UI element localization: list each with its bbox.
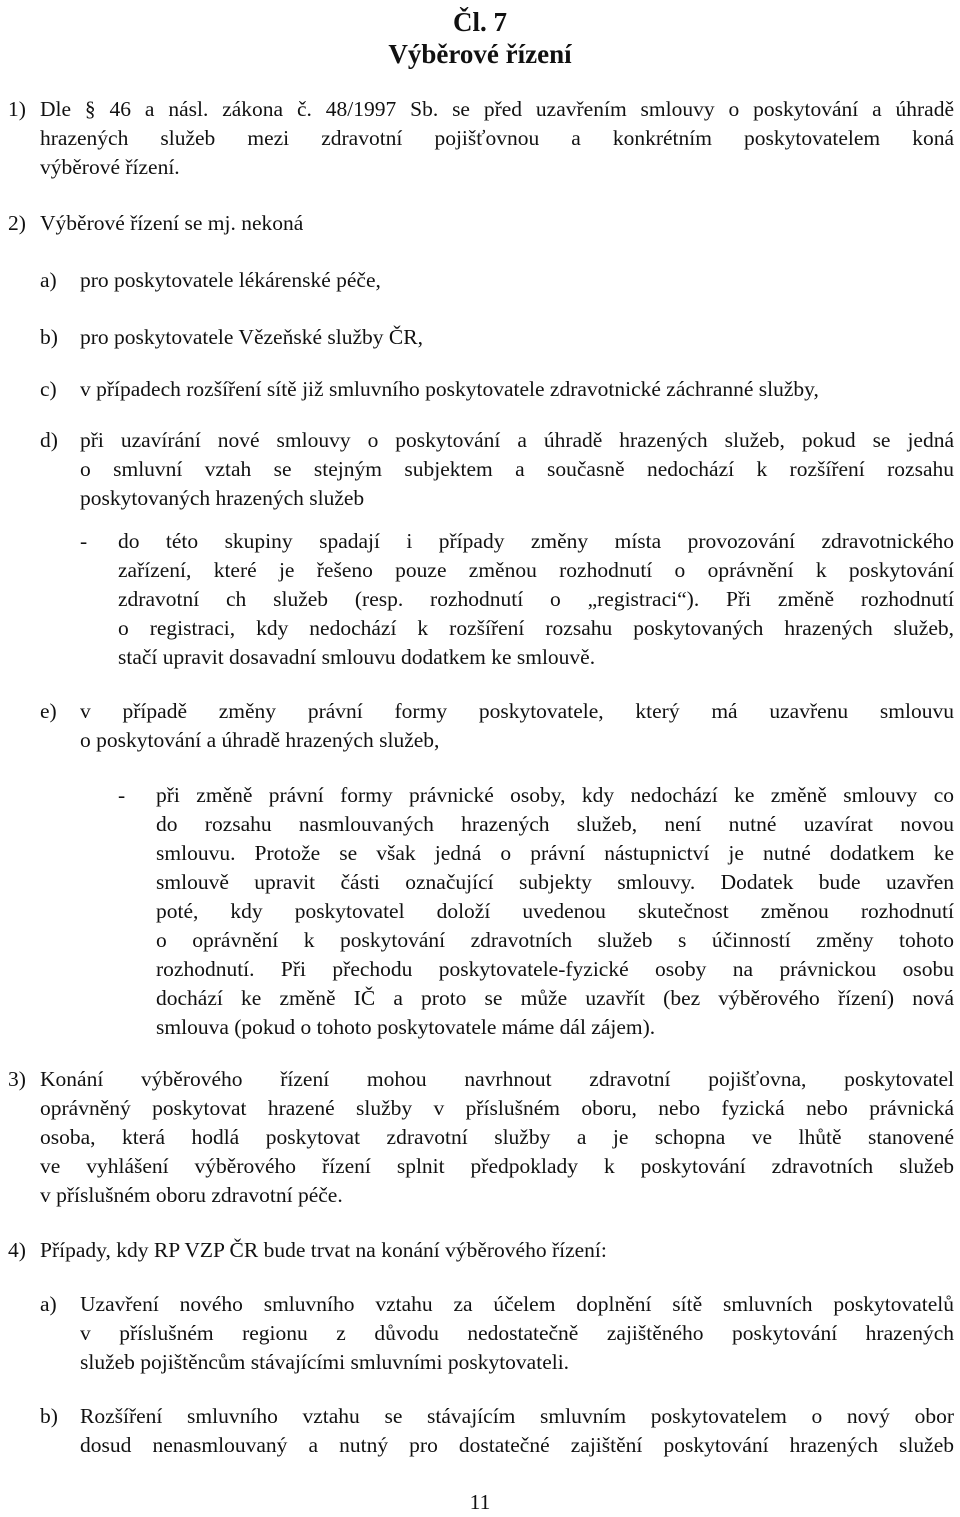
text-line: smlouvu. Protože se však jedná o právní nástupnictví je nutné dodatkem ke bbox=[156, 841, 954, 865]
list-item: v případech rozšíření sítě již smluvního poskytovatele zdravotnické záchranné služby, bbox=[80, 377, 819, 401]
dash-marker: - bbox=[118, 783, 126, 807]
text-line: stačí upravit dosavadní smlouvu dodatkem ke smlouvě. bbox=[118, 645, 596, 669]
text-line: výběrové řízení. bbox=[40, 155, 180, 179]
text-line: hrazených služeb mezi zdravotní pojišťovnou a konkrétním poskytovatelem koná bbox=[40, 126, 954, 150]
text-line: poté, kdy poskytovatel doloží uvedenou skutečnost změnou rozhodnutí bbox=[156, 899, 954, 923]
paragraph-marker: 4) bbox=[8, 1238, 26, 1262]
dash-marker: - bbox=[80, 529, 88, 553]
text-line: o poskytování a úhradě hrazených služeb, bbox=[80, 728, 440, 752]
text-line: služeb pojištěncům stávajícími smluvními poskytovateli. bbox=[80, 1350, 570, 1374]
text-line: zdravotní ch služeb (resp. rozhodnutí o „registraci“). Při změně rozhodnutí bbox=[118, 587, 954, 611]
text-line: osoba, která hodlá poskytovat zdravotní služby a je schopna ve lhůtě stanovené bbox=[40, 1125, 954, 1149]
text-line: Výběrové řízení se mj. nekoná bbox=[40, 211, 304, 235]
text-line: při změně právní formy právnické osoby, kdy nedochází ke změně smlouvy co bbox=[156, 783, 954, 807]
text-line: zařízení, které je řešeno pouze změnou rozhodnutí o oprávnění k poskytování bbox=[118, 558, 954, 582]
text-line: do rozsahu nasmlouvaných hrazených služeb, není nutné uzavírat novou bbox=[156, 812, 954, 836]
text-line: do této skupiny spadají i případy změny místa provozování zdravotnického bbox=[118, 529, 954, 553]
list-item: pro poskytovatele lékárenské péče, bbox=[80, 268, 381, 292]
text-line: ve vyhlášení výběrového řízení splnit předpoklady k poskytování zdravotních služeb bbox=[40, 1154, 954, 1178]
article-number: Čl. 7 bbox=[453, 7, 507, 37]
item-marker: c) bbox=[40, 377, 57, 401]
paragraph-marker: 1) bbox=[8, 97, 26, 121]
text-line: smlouva (pokud o tohoto poskytovatele máme dál zájem). bbox=[156, 1015, 656, 1039]
paragraph-marker: 3) bbox=[8, 1067, 26, 1091]
text-line: dochází ke změně IČ a proto se může uzavřít (bez výběrového řízení) nová bbox=[156, 986, 954, 1010]
text-line: oprávněný poskytovat hrazené služby v příslušném oboru, nebo fyzická nebo právnická bbox=[40, 1096, 954, 1120]
text-line: v příslušném regionu z důvodu nedostatečně zajištěného poskytování hrazených bbox=[80, 1321, 954, 1345]
text-line: smlouvě upravit části označující subjekty smlouvy. Dodatek bude uzavřen bbox=[156, 870, 954, 894]
text-line: o oprávnění k poskytování zdravotních služeb s účinností změny tohoto bbox=[156, 928, 954, 952]
text-line: poskytovaných hrazených služeb bbox=[80, 486, 365, 510]
page-number: 11 bbox=[469, 1490, 491, 1514]
text-line: Konání výběrového řízení mohou navrhnout zdravotní pojišťovna, poskytovatel bbox=[40, 1067, 954, 1091]
text-line: dosud nenasmlouvaný a nutný pro dostatečné zajištění poskytování hrazených služeb bbox=[80, 1433, 954, 1457]
list-item: pro poskytovatele Vězeňské služby ČR, bbox=[80, 325, 423, 349]
article-title: Výběrové řízení bbox=[388, 39, 572, 69]
text-line: Uzavření nového smluvního vztahu za účelem doplnění sítě smluvních poskytovatelů bbox=[80, 1292, 954, 1316]
item-marker: b) bbox=[40, 1404, 58, 1428]
paragraph-marker: 2) bbox=[8, 211, 26, 235]
item-marker: a) bbox=[40, 1292, 57, 1316]
item-marker: b) bbox=[40, 325, 58, 349]
text-line: Rozšíření smluvního vztahu se stávajícím smluvním poskytovatelem o nový obor bbox=[80, 1404, 954, 1428]
item-marker: e) bbox=[40, 699, 57, 723]
text-line: při uzavírání nové smlouvy o poskytování a úhradě hrazených služeb, pokud se jedná bbox=[80, 428, 954, 452]
text-line: o smluvní vztah se stejným subjektem a současně nedochází k rozšíření rozsahu bbox=[80, 457, 954, 481]
text-line: v příslušném oboru zdravotní péče. bbox=[40, 1183, 343, 1207]
text-line: o registraci, kdy nedochází k rozšíření rozsahu poskytovaných hrazených služeb, bbox=[118, 616, 954, 640]
text-line: Případy, kdy RP VZP ČR bude trvat na konání výběrového řízení: bbox=[40, 1238, 607, 1262]
item-marker: d) bbox=[40, 428, 58, 452]
item-marker: a) bbox=[40, 268, 57, 292]
text-line: v případě změny právní formy poskytovatele, který má uzavřenu smlouvu bbox=[80, 699, 954, 723]
text-line: Dle § 46 a násl. zákona č. 48/1997 Sb. se před uzavřením smlouvy o poskytování a úhradě bbox=[40, 97, 954, 121]
text-line: rozhodnutí. Při přechodu poskytovatele-fyzické osoby na právnickou osobu bbox=[156, 957, 954, 981]
